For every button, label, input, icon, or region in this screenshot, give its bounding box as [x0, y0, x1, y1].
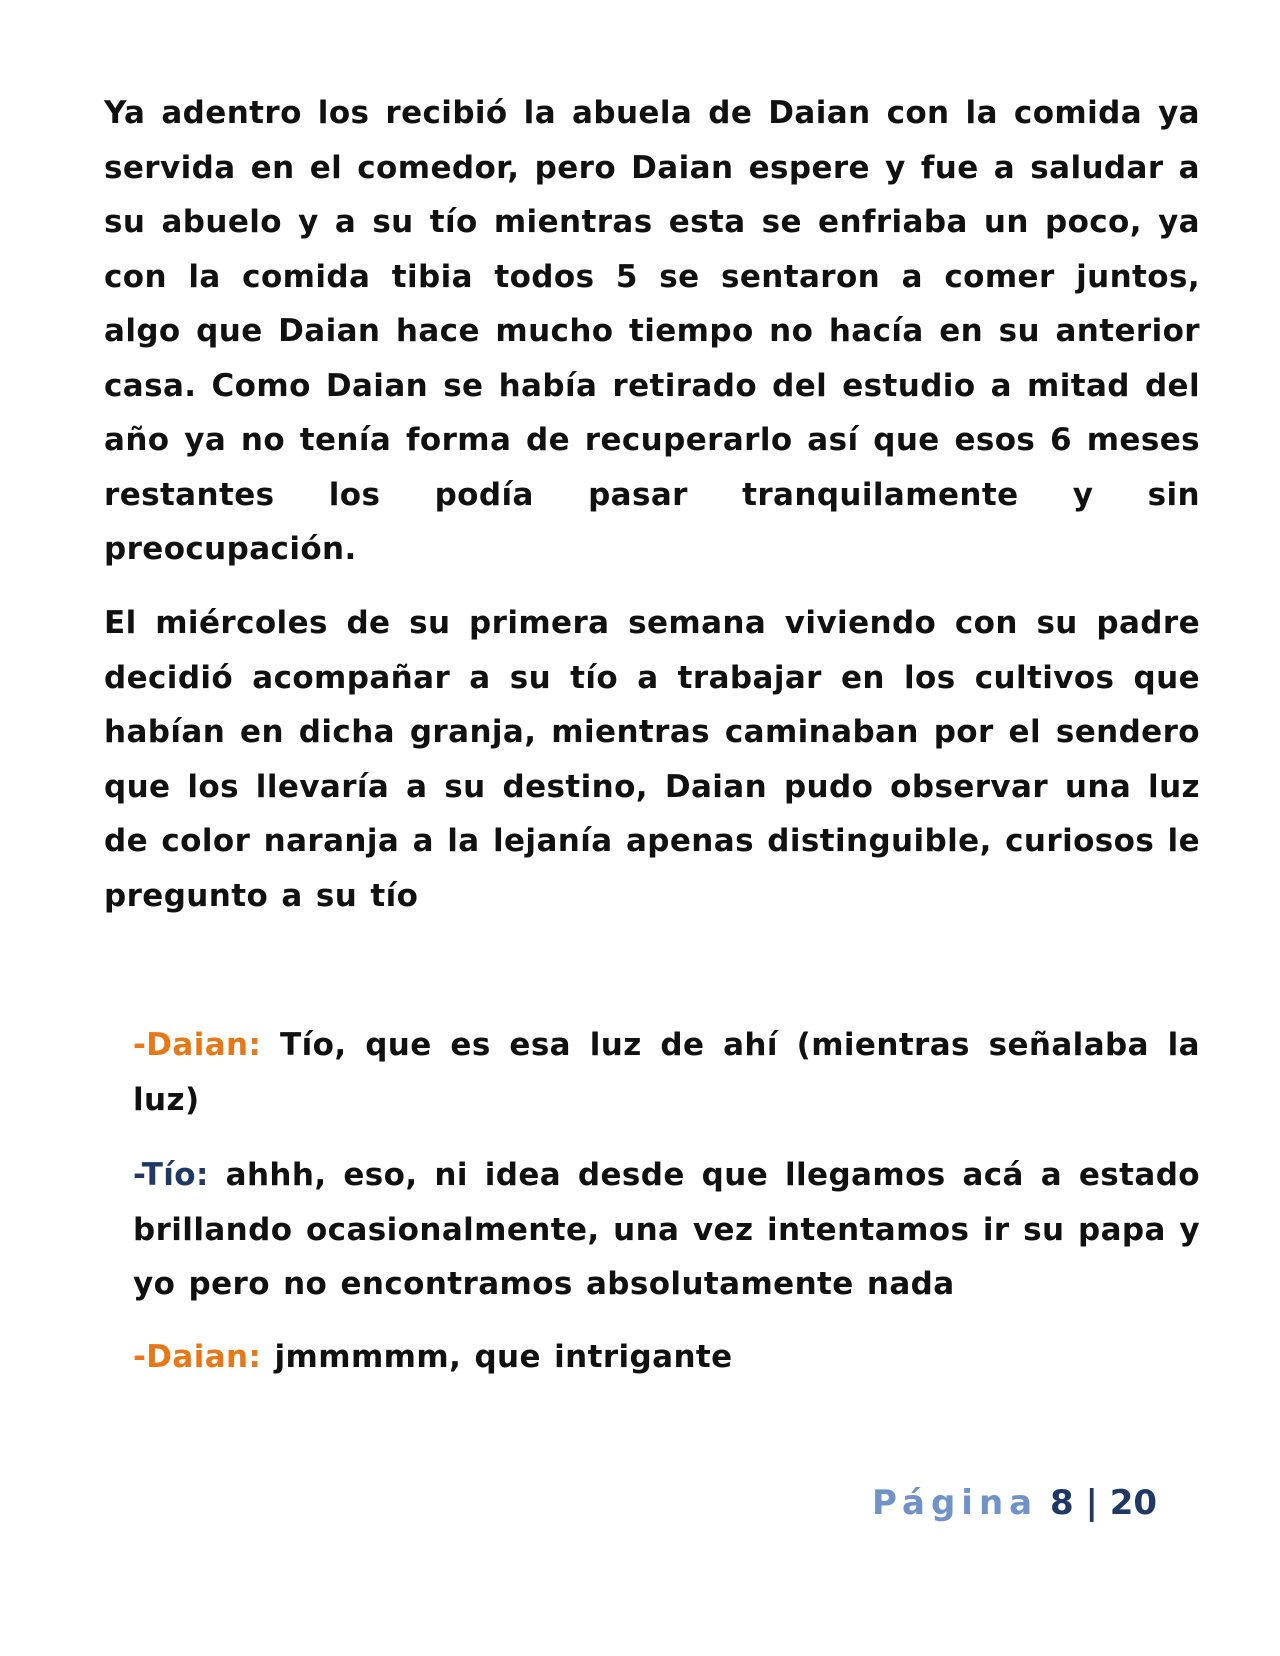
speaker-daian: -Daian: [133, 1339, 262, 1375]
body-paragraph-2: El miércoles de su primera semana viviendo con su padre decidió acompañar a su tío a trabajar en los cultivos que habían en dicha granja, mientras caminaban por el sendero que los llevaría a su destino, Daian pudo observar una luz de color naranja a la lejanía apenas distinguible, curiosos le pregunto a su tío [104, 605, 1200, 914]
page-footer [872, 1478, 1158, 1528]
page-label: Página [872, 1483, 1039, 1523]
dialogue-text: jmmmmm, que intrigante [261, 1339, 733, 1375]
speaker-tio: -Tío: [133, 1157, 209, 1193]
dialogue-text: Tío, que es esa luz de ahí (mientras señalaba la luz) [133, 1027, 1200, 1118]
body-paragraph-1: Ya adentro los recibió la abuela de Daian con la comida ya servida en el comedor, pero Daian espere y fue a saludar a su abuelo y a su tío mientras esta se enfriaba un poco, ya con la comida tibia todos 5 se sentaron a comer juntos, algo que Daian hace mucho tiempo no hacía en su anterior casa. Como Daian se había retirado del estudio a mitad del año ya no tenía forma de recuperarlo así que esos 6 meses restantes los podía pasar tranquilamente y sin preocupación. [104, 95, 1200, 567]
speaker-daian: -Daian: [133, 1027, 262, 1063]
page-separator: | [1085, 1483, 1098, 1523]
dialogue-text: ahhh, eso, ni idea desde que llegamos acá a estado brillando ocasionalmente, una vez intentamos ir su papa y yo pero no encontramos absolutamente nada [133, 1157, 1200, 1302]
page-total: 20 [1109, 1483, 1158, 1523]
dialogue-line-daian-2 [133, 1330, 1200, 1385]
page-number: 8 [1049, 1483, 1074, 1523]
dialogue-line-tio [133, 1148, 1200, 1312]
dialogue-line-daian-1 [133, 1018, 1200, 1127]
